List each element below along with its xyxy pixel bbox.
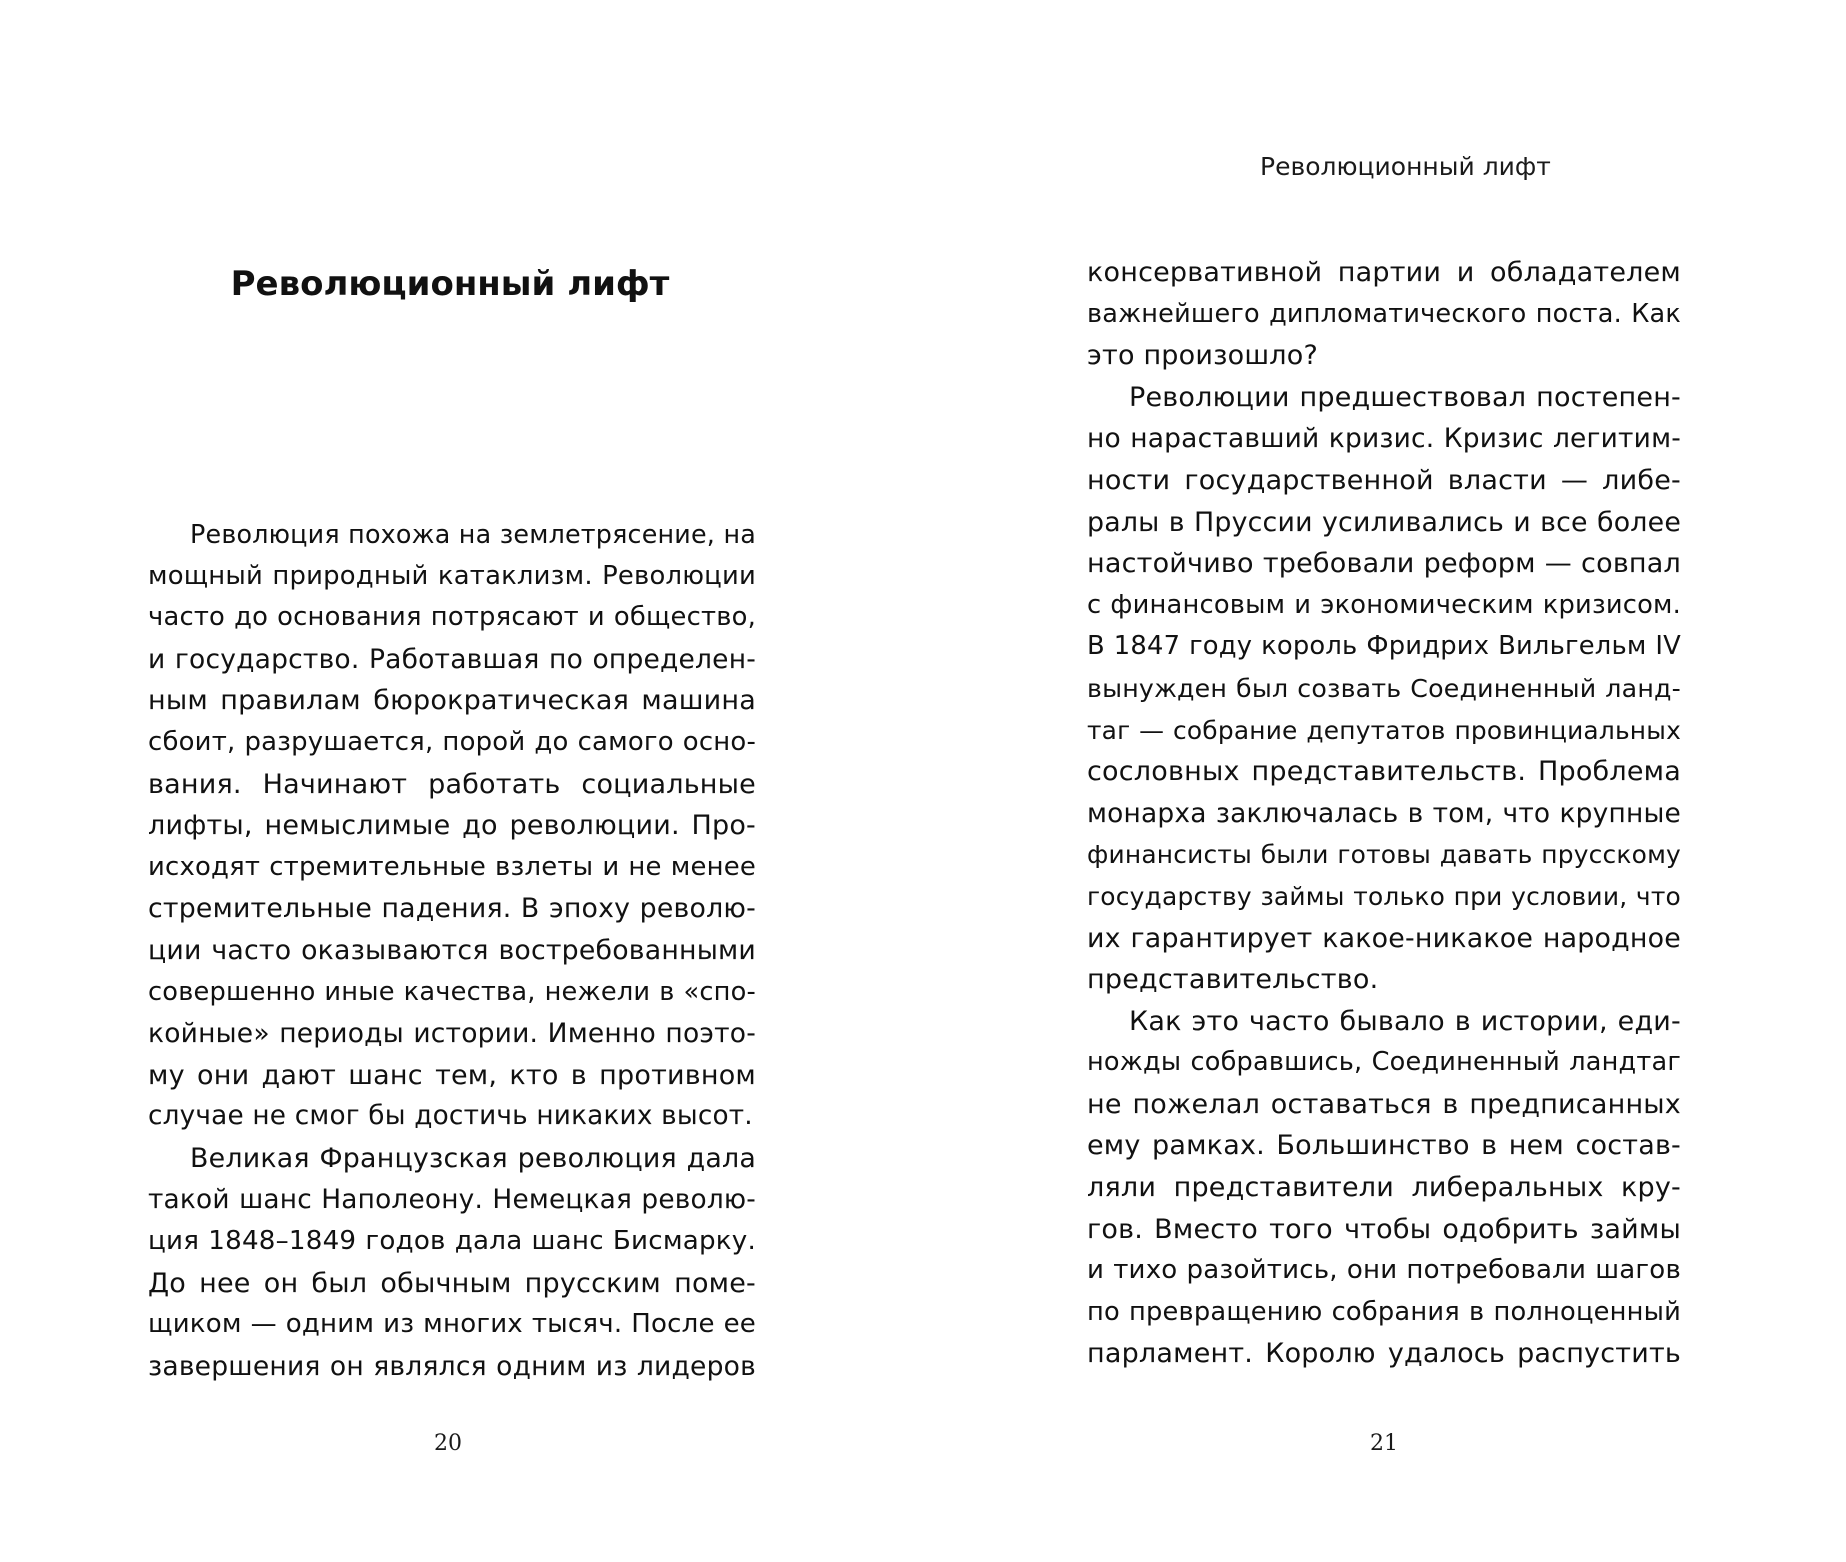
text-line: Революции предшествовал постепен- xyxy=(1129,381,1681,413)
text-line: и тихо разойтись, они потребовали шагов xyxy=(1087,1255,1681,1286)
text-line: ция 1848–1849 годов дала шанс Бисмарку. xyxy=(148,1226,756,1257)
text-line: такой шанс Наполеону. Немецкая револю- xyxy=(148,1184,756,1215)
text-line: по превращению собрания в полноценный xyxy=(1087,1296,1681,1327)
text-line: вынужден был созвать Соединенный ланд- xyxy=(1087,673,1681,703)
text-line: случае не смог бы достичь никаких высот. xyxy=(148,1101,753,1132)
text-line: ным правилам бюрократическая машина xyxy=(148,685,756,717)
text-line: До нее он был обычным прусским поме- xyxy=(148,1267,756,1299)
text-line: государству займы только при условии, что xyxy=(1087,881,1681,911)
paragraph xyxy=(148,514,756,1138)
text-line: важнейшего дипломатического поста. Как xyxy=(1087,298,1681,329)
paragraph xyxy=(1087,252,1681,377)
text-line: В 1847 году король Фридрих Вильгельм IV xyxy=(1087,631,1681,662)
text-line: мощный природный катаклизм. Революции xyxy=(148,560,756,591)
text-line: таг — собрание депутатов провинциальных xyxy=(1087,715,1681,745)
paragraph xyxy=(1087,1001,1681,1375)
text-line: совершенно иные качества, нежели в «спо- xyxy=(148,976,756,1007)
text-line: вания. Начинают работать социальные xyxy=(148,768,756,800)
text-line: с финансовым и экономическим кризисом. xyxy=(1087,589,1681,620)
text-line: Как это часто бывало в истории, еди- xyxy=(1129,1005,1681,1037)
right-page xyxy=(920,0,1846,1562)
text-line: Революция похожа на землетрясение, на xyxy=(190,519,756,549)
paragraph xyxy=(1087,377,1681,1001)
text-line: ляли представители либеральных кру- xyxy=(1087,1172,1681,1204)
text-line: лифты, немыслимые до революции. Про- xyxy=(148,810,756,842)
text-line: консервативной партии и обладателем xyxy=(1087,257,1681,288)
text-line: ности государственной власти — либе- xyxy=(1087,464,1681,496)
paragraph xyxy=(148,1138,756,1388)
text-line: исходят стремительные взлеты и не менее xyxy=(148,851,756,882)
text-line: стремительные падения. В эпоху револю- xyxy=(148,893,756,925)
text-line: гов. Вместо того чтобы одобрить займы xyxy=(1087,1213,1681,1245)
left-page xyxy=(0,0,920,1562)
text-line: монарха заключалась в том, что крупные xyxy=(1087,797,1681,829)
text-line: ножды собравшись, Соединенный ландтаг xyxy=(1087,1047,1681,1078)
text-line: часто до основания потрясают и общество, xyxy=(148,602,756,633)
text-line: их гарантирует какое-никакое народное xyxy=(1087,922,1681,954)
text-line: настойчиво требовали реформ — совпал xyxy=(1087,548,1681,580)
right-page-body xyxy=(1087,252,1681,1375)
text-line: ему рамках. Большинство в нем состав- xyxy=(1087,1130,1681,1162)
text-line: парламент. Королю удалось распустить xyxy=(1087,1338,1681,1370)
page-number: 21 xyxy=(1370,1431,1398,1456)
running-header: Революционный лифт xyxy=(1260,152,1551,181)
text-line: не пожелал оставаться в предписанных xyxy=(1087,1088,1681,1120)
page-number: 20 xyxy=(434,1431,462,1456)
text-line: ралы в Пруссии усиливались и все более xyxy=(1087,506,1681,538)
text-line: и государство. Работавшая по определен- xyxy=(148,643,756,675)
text-line: му они дают шанс тем, кто в противном xyxy=(148,1059,756,1091)
left-page-body xyxy=(148,514,756,1387)
text-line: ции часто оказываются востребованными xyxy=(148,934,756,966)
text-line: щиком — одним из многих тысяч. После ее xyxy=(148,1309,756,1340)
text-line: это произошло? xyxy=(1087,340,1318,372)
text-line: финансисты были готовы давать прусскому xyxy=(1087,840,1681,870)
text-line: Великая Французская революция дала xyxy=(190,1142,756,1174)
text-line: но нараставший кризис. Кризис легитим- xyxy=(1087,423,1681,455)
text-line: койные» периоды истории. Именно поэто- xyxy=(148,1018,756,1050)
text-line: завершения он являлся одним из лидеров xyxy=(148,1350,756,1382)
chapter-title: Революционный лифт xyxy=(230,264,670,304)
text-line: сословных представительств. Проблема xyxy=(1087,756,1681,788)
text-line: представительство. xyxy=(1087,964,1379,996)
text-line: сбоит, разрушается, порой до самого осно- xyxy=(148,726,756,757)
